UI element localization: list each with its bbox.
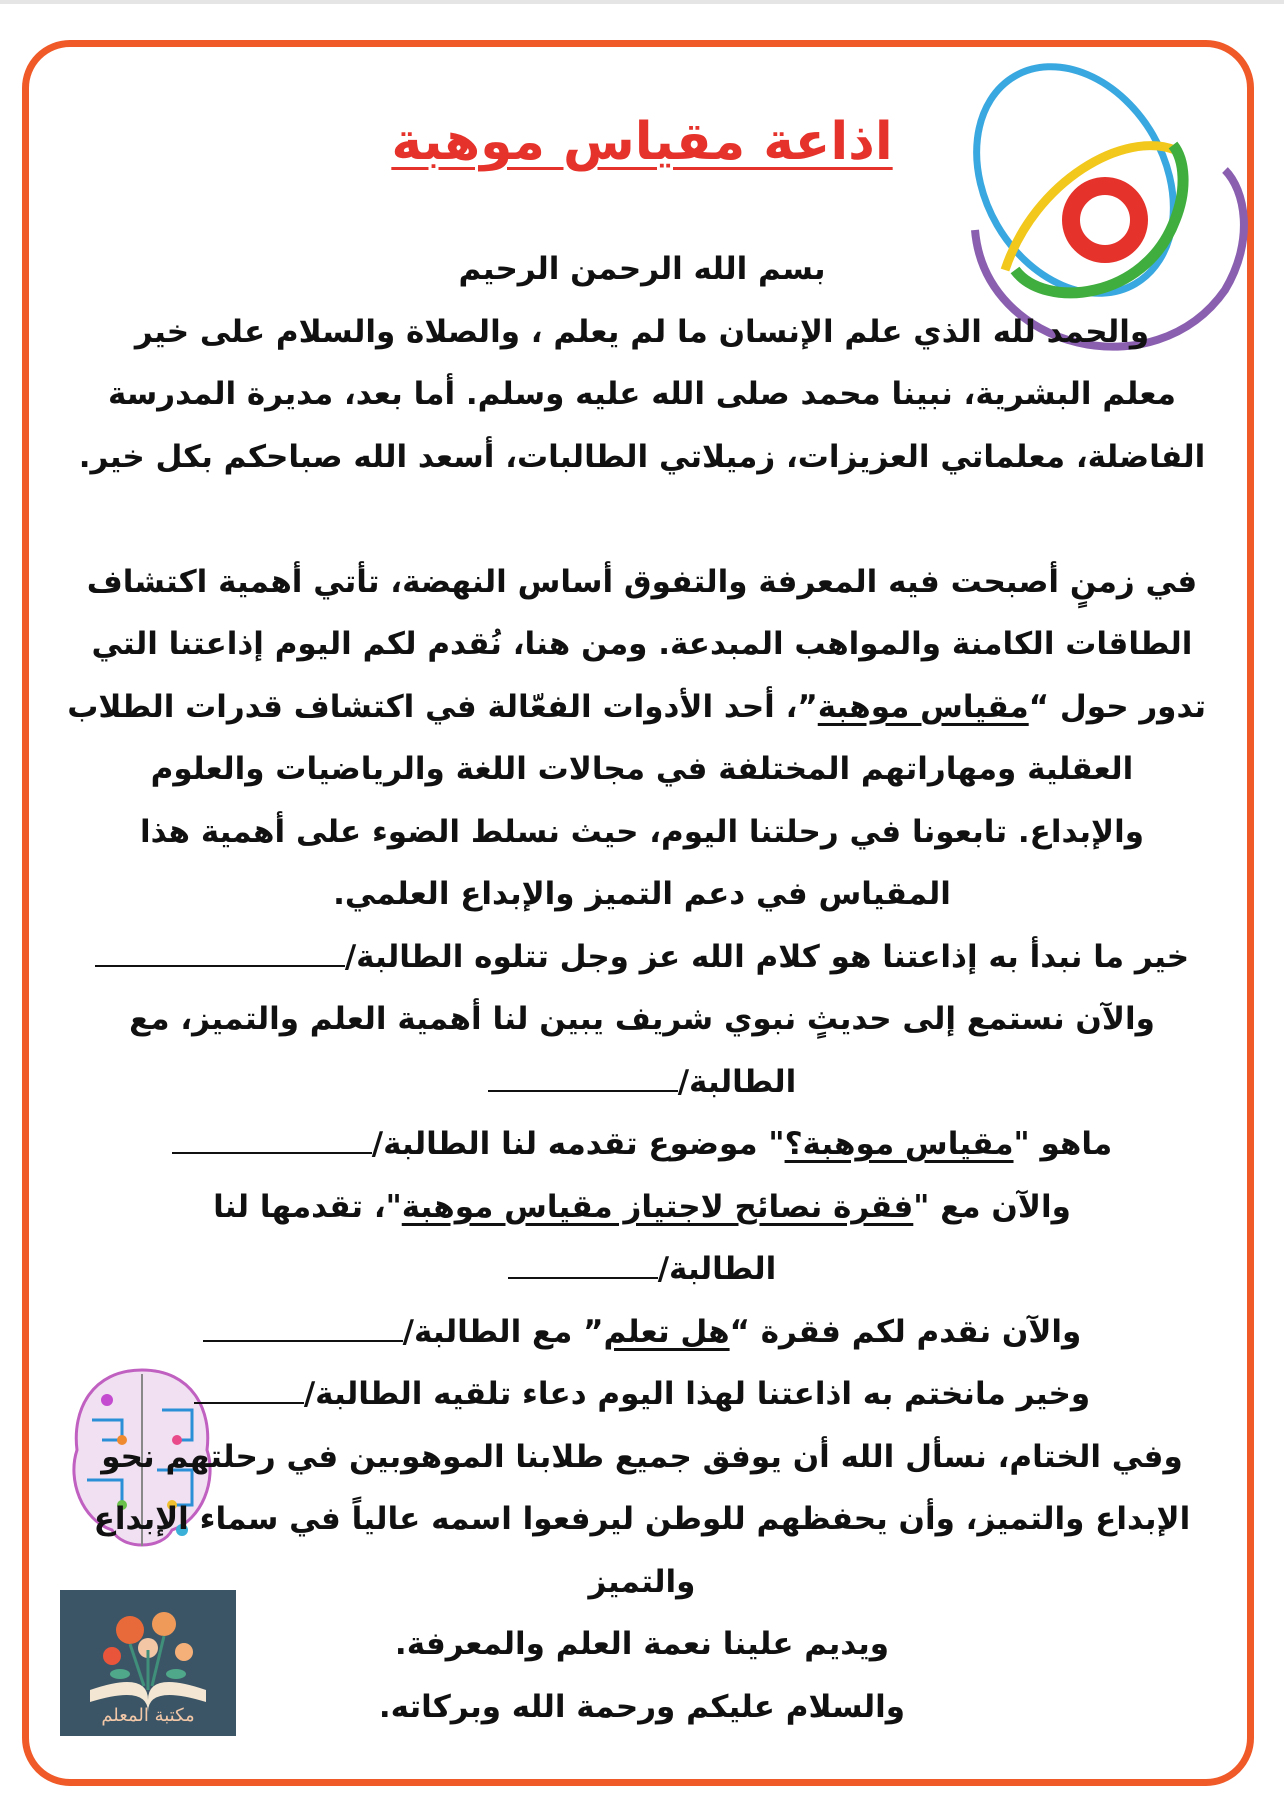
- closing-line-1: وفي الختام، نسأل الله أن يوفق جميع طلابنا الموهوبين في رحلتهم نحو: [101, 1438, 1183, 1475]
- library-logo-label: مكتبة المعلم: [101, 1705, 195, 1726]
- tips-segment-line-1: والآن مع "فقرة نصائح لاجتياز مقياس موهبة"، تقدمها لنا: [213, 1188, 1071, 1225]
- hadith-segment-line-2: الطالبة/: [78, 1051, 1206, 1114]
- opening-line-1: والحمد لله الذي علم الإنسان ما لم يعلم ، والصلاة والسلام على خير: [134, 313, 1150, 350]
- intro-line-1: في زمنٍ أصبحت فيه المعرفة والتفوق أساس النهضة، تأتي أهمية اكتشاف: [86, 563, 1198, 600]
- closing-line-4: ويديم علينا نعمة العلم والمعرفة.: [394, 1626, 890, 1662]
- opening-line-3: الفاضلة، معلماتي العزيزات، زميلاتي الطالبات، أسعد الله صباحكم بكل خير.: [78, 438, 1206, 475]
- closing-line-5: والسلام عليكم ورحمة الله وبركاته.: [378, 1688, 906, 1725]
- quran-segment: خير ما نبدأ به إذاعتنا هو كلام الله عز وجل تتلوه الطالبة/: [78, 926, 1206, 989]
- tips-segment-line-2: الطالبة/: [78, 1238, 1206, 1301]
- page-title: اذاعة مقياس موهبة: [391, 112, 893, 172]
- top-divider: [0, 0, 1284, 4]
- did-you-know-segment: والآن نقدم لكم فقرة “هل تعلم” مع الطالبة/: [78, 1301, 1206, 1364]
- topic-segment: ماهو "مقياس موهبة؟" موضوع تقدمه لنا الطالبة/: [78, 1113, 1206, 1176]
- name-blank: [508, 1249, 658, 1279]
- name-blank: [203, 1312, 403, 1342]
- intro-line-3: تدور حول “مقياس موهبة”، أحد الأدوات الفعّالة في اكتشاف قدرات الطلاب: [67, 688, 1206, 725]
- basmala: بسم الله الرحمن الرحيم: [458, 251, 826, 287]
- dua-segment: وخير مانختم به اذاعتنا لهذا اليوم دعاء تلقيه الطالبة/: [78, 1363, 1206, 1426]
- intro-line-2: الطاقات الكامنة والمواهب المبدعة. ومن هنا، نُقدم لكم اليوم إذاعتنا التي: [91, 626, 1193, 662]
- name-blank: [95, 937, 345, 967]
- intro-line-5: والإبداع. تابعونا في رحلتنا اليوم، حيث نسلط الضوء على أهمية هذا: [140, 813, 1144, 850]
- hadith-segment-line-1: والآن نستمع إلى حديثٍ نبوي شريف يبين لنا أهمية العلم والتميز، مع: [129, 1001, 1155, 1037]
- opening-line-2: معلم البشرية، نبينا محمد صلى الله عليه وسلم. أما بعد، مديرة المدرسة: [108, 376, 1176, 412]
- intro-line-4: العقلية ومهاراتهم المختلفة في مجالات اللغة والرياضيات والعلوم: [150, 751, 1134, 787]
- closing-line-2: الإبداع والتميز، وأن يحفظهم للوطن ليرفعوا اسمه عالياً في سماء الإبداع: [93, 1501, 1191, 1537]
- closing-line-3: والتميز: [588, 1563, 696, 1600]
- name-blank: [488, 1062, 678, 1092]
- intro-line-6: المقياس في دعم التميز والإبداع العلمي.: [333, 876, 951, 912]
- name-blank: [194, 1374, 304, 1404]
- broadcast-script: [67, 238, 1206, 1738]
- name-blank: [172, 1124, 372, 1154]
